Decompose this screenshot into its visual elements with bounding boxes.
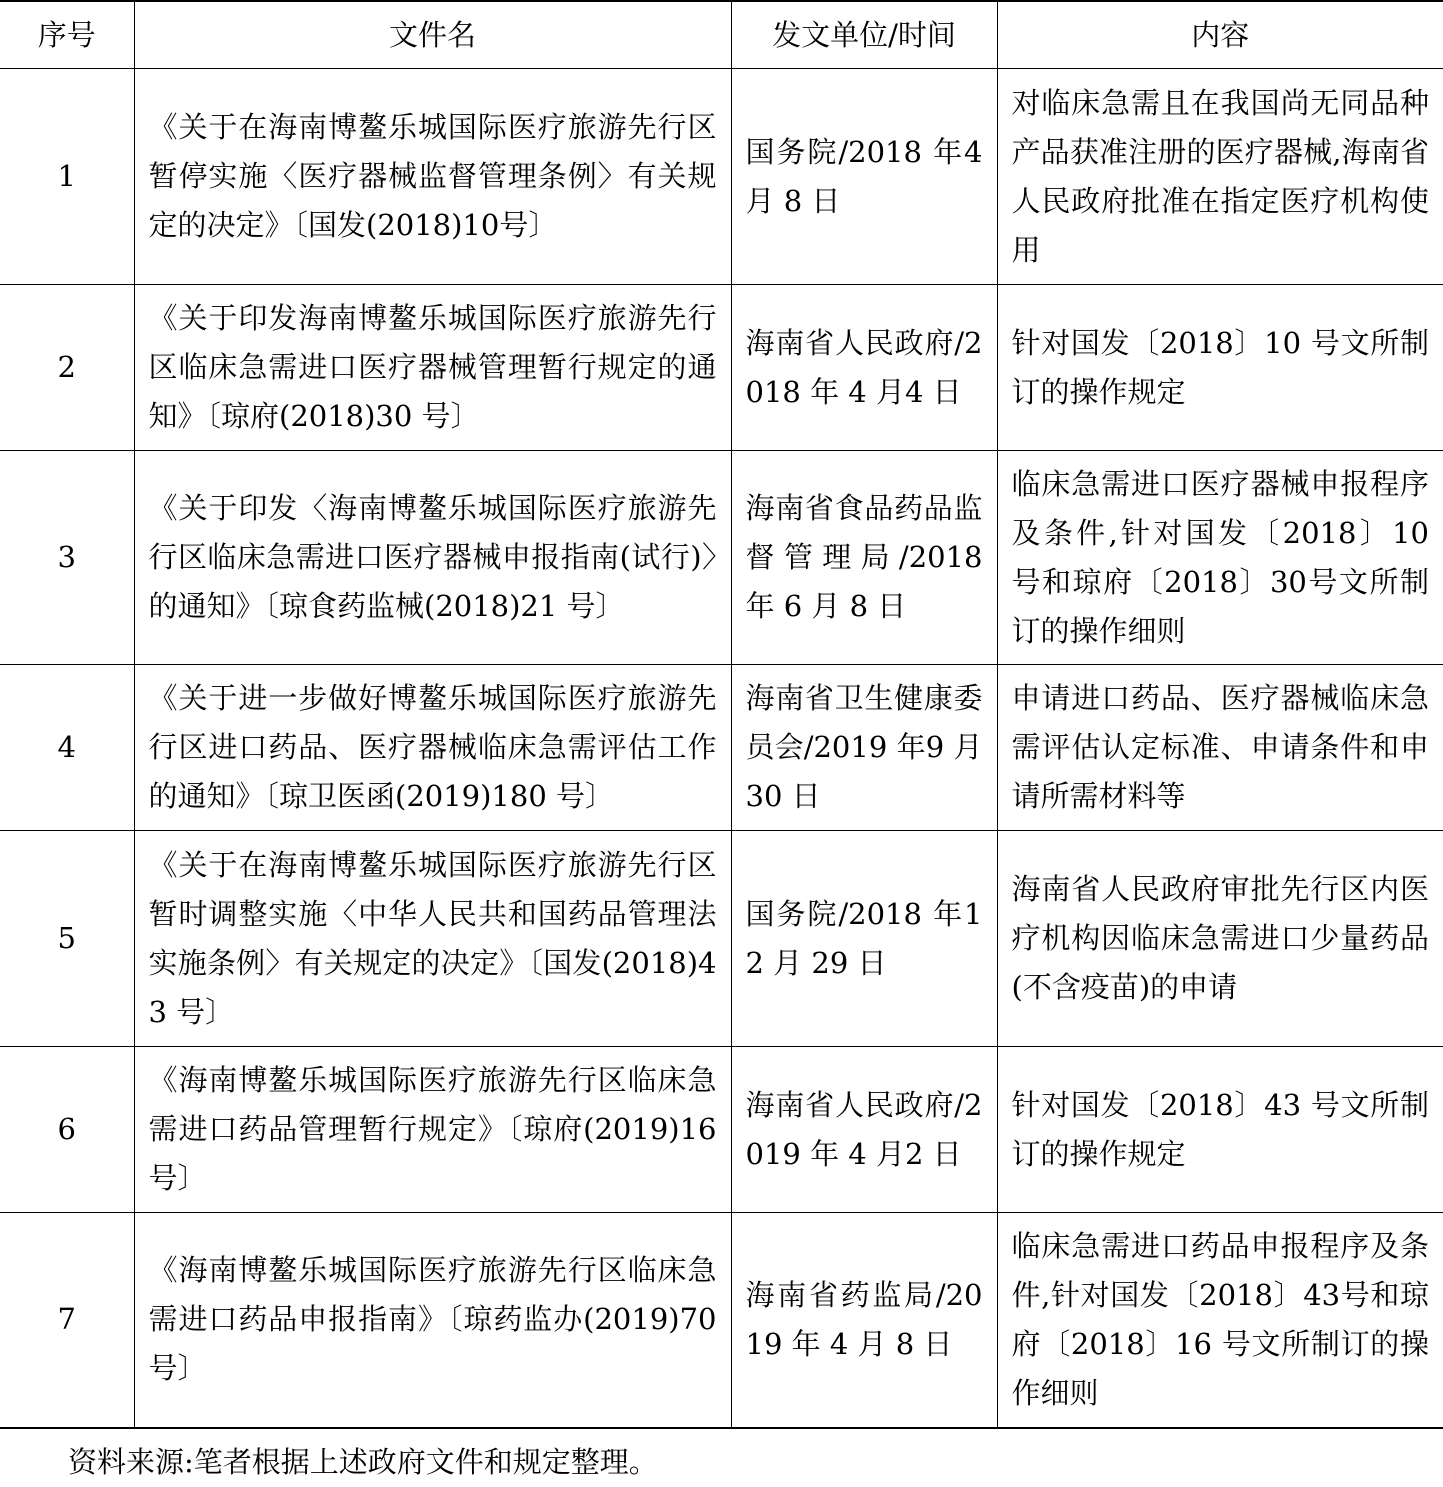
row-issuer-date: 海南省药监局/2019 年 4 月 8 日 — [731, 1213, 997, 1428]
row-issuer-date: 海南省卫生健康委员会/2019 年9 月 30 日 — [731, 665, 997, 831]
row-content: 针对国发〔2018〕10 号文所制订的操作规定 — [997, 285, 1443, 451]
row-document-name: 《关于在海南博鳌乐城国际医疗旅游先行区暂停实施〈医疗器械监督管理条例〉有关规定的决定》〔国发(2018)10号〕 — [134, 69, 731, 285]
row-content: 临床急需进口医疗器械申报程序及条件,针对国发〔2018〕10 号和琼府〔2018〕30号文所制订的操作细则 — [997, 451, 1443, 665]
row-content: 针对国发〔2018〕43 号文所制订的操作规定 — [997, 1047, 1443, 1213]
table-row — [0, 69, 1443, 285]
row-document-name: 《海南博鳌乐城国际医疗旅游先行区临床急需进口药品管理暂行规定》〔琼府(2019)16 号〕 — [134, 1047, 731, 1213]
row-document-name: 《海南博鳌乐城国际医疗旅游先行区临床急需进口药品申报指南》〔琼药监办(2019)70 号〕 — [134, 1213, 731, 1428]
row-index: 4 — [0, 665, 134, 831]
row-document-name: 《关于印发〈海南博鳌乐城国际医疗旅游先行区临床急需进口医疗器械申报指南(试行)〉的通知》〔琼食药监械(2018)21 号〕 — [134, 451, 731, 665]
row-index: 7 — [0, 1213, 134, 1428]
row-content: 申请进口药品、医疗器械临床急需评估认定标准、申请条件和申请所需材料等 — [997, 665, 1443, 831]
header-document-name: 文件名 — [134, 1, 731, 69]
row-content: 海南省人民政府审批先行区内医疗机构因临床急需进口少量药品(不含疫苗)的申请 — [997, 831, 1443, 1047]
header-content: 内容 — [997, 1, 1443, 69]
row-content: 对临床急需且在我国尚无同品种产品获准注册的医疗器械,海南省人民政府批准在指定医疗机构使用 — [997, 69, 1443, 285]
table-body — [0, 69, 1443, 1428]
table-row — [0, 831, 1443, 1047]
header-issuer-date: 发文单位/时间 — [731, 1, 997, 69]
source-note: 资料来源:笔者根据上述政府文件和规定整理。 — [68, 1445, 658, 1479]
header-row — [0, 1, 1443, 69]
table-header — [0, 1, 1443, 69]
table-row — [0, 451, 1443, 665]
row-index: 6 — [0, 1047, 134, 1213]
row-document-name: 《关于印发海南博鳌乐城国际医疗旅游先行区临床急需进口医疗器械管理暂行规定的通知》〔琼府(2018)30 号〕 — [134, 285, 731, 451]
row-index: 2 — [0, 285, 134, 451]
row-document-name: 《关于进一步做好博鳌乐城国际医疗旅游先行区进口药品、医疗器械临床急需评估工作的通知》〔琼卫医函(2019)180 号〕 — [134, 665, 731, 831]
row-document-name: 《关于在海南博鳌乐城国际医疗旅游先行区暂时调整实施〈中华人民共和国药品管理法实施条例〉有关规定的决定》〔国发(2018)43 号〕 — [134, 831, 731, 1047]
table-row — [0, 665, 1443, 831]
table-row — [0, 1047, 1443, 1213]
row-issuer-date: 国务院/2018 年12 月 29 日 — [731, 831, 997, 1047]
row-issuer-date: 国务院/2018 年4 月 8 日 — [731, 69, 997, 285]
row-index: 3 — [0, 451, 134, 665]
row-issuer-date: 海南省人民政府/2019 年 4 月2 日 — [731, 1047, 997, 1213]
row-issuer-date: 海南省食品药品监督管理局/2018 年 6 月 8 日 — [731, 451, 997, 665]
row-content: 临床急需进口药品申报程序及条件,针对国发〔2018〕43号和琼府〔2018〕16 号文所制订的操作细则 — [997, 1213, 1443, 1428]
row-index: 1 — [0, 69, 134, 285]
header-index: 序号 — [0, 1, 134, 69]
table-row — [0, 1213, 1443, 1428]
table-row — [0, 285, 1443, 451]
row-index: 5 — [0, 831, 134, 1047]
row-issuer-date: 海南省人民政府/2018 年 4 月4 日 — [731, 285, 997, 451]
